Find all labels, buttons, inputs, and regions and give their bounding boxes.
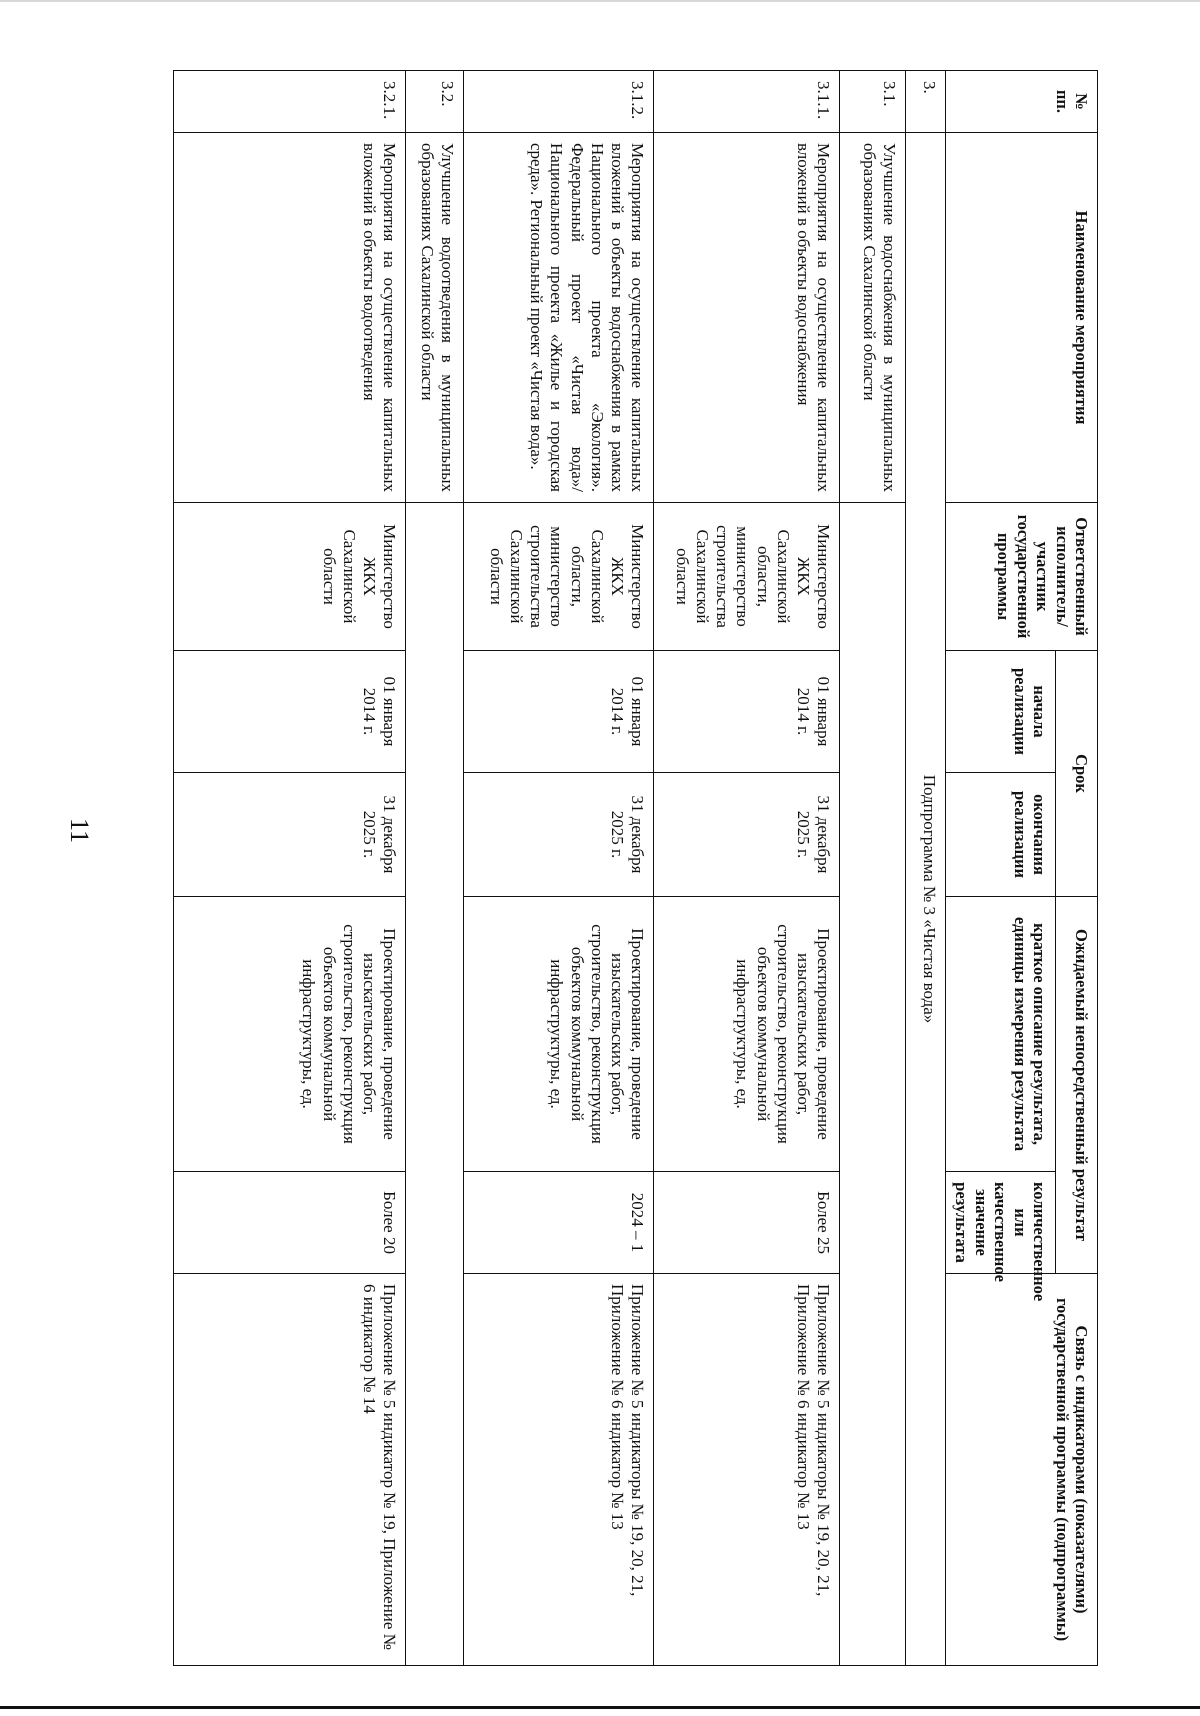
header-expected: Ожидаемый непосредственный результат [1056,897,1098,1274]
row-empty [839,503,905,1666]
header-num: № пп. [945,71,1097,133]
header-expected-desc: краткое описание результата, единицы измерения результата [945,897,1055,1172]
row-value: Более 20 [174,1172,406,1274]
row-empty [405,503,463,1666]
table-row [405,71,463,1666]
row-responsible: Министерство ЖКХ Сахалинской области, министерство строительства Сахалинской области [463,503,653,651]
header-term-start: начала реализации [945,651,1055,773]
row-end: 31 декабря 2025 г. [174,773,406,897]
row-start: 01 января 2014 г. [653,651,839,773]
row-end: 31 декабря 2025 г. [653,773,839,897]
table-row [174,71,406,1666]
scan-edge-top [0,0,1200,2]
row-num: 3.1.1. [653,71,839,133]
row-start: 01 января 2014 г. [174,651,406,773]
row-end: 31 декабря 2025 г. [463,773,653,897]
row-name: Улучшение водоснабжения в муниципальных образованиях Сахалинской области [839,133,905,503]
row-link: Приложение № 5 индикатор № 19, Приложение № 6 индикатор № 14 [174,1274,406,1666]
subprogram-row [905,71,945,1666]
header-expected-value: количественное или качественное значение результата [945,1172,1055,1274]
table-row [653,71,839,1666]
page-number: 11 [65,818,94,844]
table-container [173,70,1098,1665]
header-term-end: окончания реализации [945,773,1055,897]
row-value: 2024 – 1 [463,1172,653,1274]
row-responsible: Министерство ЖКХ Сахалинской области, министерство строительства Сахалинской области [653,503,839,651]
header-term: Срок [1056,651,1098,897]
row-num: 3.1.2. [463,71,653,133]
row-name: Мероприятия на осуществление капитальных вложений в объекты водоснабжения в рамках Национального проекта «Экология». Федеральный проект «Чистая вода»/Национального проекта «Жилье и городская среда». Региональный проект «Чистая вода». [463,133,653,503]
scan-edge-bottom [0,1706,1200,1709]
row-start: 01 января 2014 г. [463,651,653,773]
row-desc: Проектирование, проведение изыскательских работ, строительство, реконструкция объектов коммунальной инфраструктуры, ед. [653,897,839,1172]
row-name: Мероприятия на осуществление капитальных вложений в объекты водоотведения [174,133,406,503]
subprogram-title: Подпрограмма № 3 «Чистая вода» [905,133,945,1666]
subprogram-num: 3. [905,71,945,133]
measures-table [173,70,1098,1666]
table-row [839,71,905,1666]
row-desc: Проектирование, проведение изыскательских работ, строительство, реконструкция объектов коммунальной инфраструктуры, ед. [463,897,653,1172]
header-responsible: Ответственный исполнитель/ участник государственной программы [945,503,1097,651]
row-name: Мероприятия на осуществление капитальных вложений в объекты водоснабжения [653,133,839,503]
row-desc: Проектирование, проведение изыскательских работ, строительство, реконструкция объектов коммунальной инфраструктуры, ед. [174,897,406,1172]
row-name: Улучшение водоотведения в муниципальных образованиях Сахалинской области [405,133,463,503]
row-num: 3.2. [405,71,463,133]
row-num: 3.1. [839,71,905,133]
row-link: Приложение № 5 индикаторы № 19, 20, 21, Приложение № 6 индикатор № 13 [653,1274,839,1666]
header-name: Наименование мероприятия [945,133,1097,503]
table-row [463,71,653,1666]
row-responsible: Министерство ЖКХ Сахалинской области [174,503,406,651]
row-value: Более 25 [653,1172,839,1274]
row-link: Приложение № 5 индикаторы № 19, 20, 21, Приложение № 6 индикатор № 13 [463,1274,653,1666]
row-num: 3.2.1. [174,71,406,133]
header-link: Связь с индикаторами (показателями) государственной программы (подпрограммы) [945,1274,1097,1666]
